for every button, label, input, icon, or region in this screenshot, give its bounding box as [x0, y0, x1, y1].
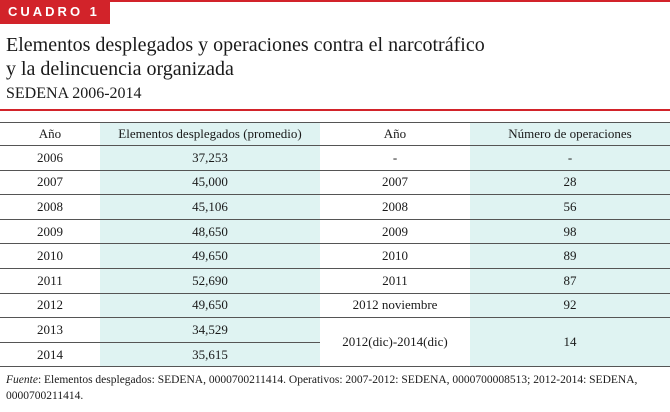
- cell-elements: 49,650: [100, 293, 320, 318]
- cell-operations: 92: [470, 293, 670, 318]
- cell-op-year: 2012 noviembre: [320, 293, 470, 318]
- title-line-2: y la delincuencia organizada: [6, 58, 234, 80]
- source-label: Fuente: [6, 374, 38, 386]
- title-line-1: Elementos desplegados y operaciones contra el narcotráfico: [6, 34, 485, 56]
- document-title: [6, 33, 646, 81]
- title-divider: [0, 109, 670, 111]
- cell-elements: 34,529: [100, 318, 320, 343]
- cell-operations: 89: [470, 244, 670, 269]
- cell-op-year: -: [320, 146, 470, 171]
- table-row: [0, 195, 670, 220]
- header-elements: Elementos desplegados (promedio): [100, 123, 320, 146]
- cell-op-year: 2010: [320, 244, 470, 269]
- cell-elements: 45,000: [100, 170, 320, 195]
- table-row: [0, 293, 670, 318]
- source-text: : Elementos desplegados: SEDENA, 0000700211414. Operativos: 2007-2012: SEDENA, 0000700008513; 2012-2014: SEDENA, 0000700211414.: [6, 374, 638, 402]
- cell-operations-merged: 14: [470, 318, 670, 367]
- cell-operations: 98: [470, 219, 670, 244]
- cell-operations: 56: [470, 195, 670, 220]
- cell-op-year: 2009: [320, 219, 470, 244]
- cell-year: 2014: [0, 342, 100, 367]
- source-note: [6, 372, 656, 404]
- data-table-wrapper: [0, 122, 670, 367]
- header-operations: Número de operaciones: [470, 123, 670, 146]
- cell-year: 2008: [0, 195, 100, 220]
- table-row: [0, 146, 670, 171]
- cell-year: 2010: [0, 244, 100, 269]
- table-row: [0, 219, 670, 244]
- table-header-row: [0, 123, 670, 146]
- table-row: [0, 268, 670, 293]
- table-badge: CUADRO 1: [0, 0, 110, 24]
- cell-op-year: 2011: [320, 268, 470, 293]
- table-row: [0, 318, 670, 343]
- cell-year: 2006: [0, 146, 100, 171]
- header-year-right: Año: [320, 123, 470, 146]
- data-table: [0, 122, 670, 367]
- cell-operations: 87: [470, 268, 670, 293]
- cell-op-year-merged: 2012(dic)-2014(dic): [320, 318, 470, 367]
- cell-op-year: 2008: [320, 195, 470, 220]
- cell-elements: 37,253: [100, 146, 320, 171]
- cell-elements: 45,106: [100, 195, 320, 220]
- cell-elements: 48,650: [100, 219, 320, 244]
- table-row: [0, 244, 670, 269]
- header-year-left: Año: [0, 123, 100, 146]
- cell-elements: 52,690: [100, 268, 320, 293]
- cell-year: 2011: [0, 268, 100, 293]
- cell-operations: -: [470, 146, 670, 171]
- cell-operations: 28: [470, 170, 670, 195]
- cell-elements: 35,615: [100, 342, 320, 367]
- cell-op-year: 2007: [320, 170, 470, 195]
- cell-year: 2009: [0, 219, 100, 244]
- document-subtitle: SEDENA 2006-2014: [6, 85, 142, 102]
- cell-year: 2013: [0, 318, 100, 343]
- cell-year: 2012: [0, 293, 100, 318]
- cell-year: 2007: [0, 170, 100, 195]
- table-row: [0, 170, 670, 195]
- cell-elements: 49,650: [100, 244, 320, 269]
